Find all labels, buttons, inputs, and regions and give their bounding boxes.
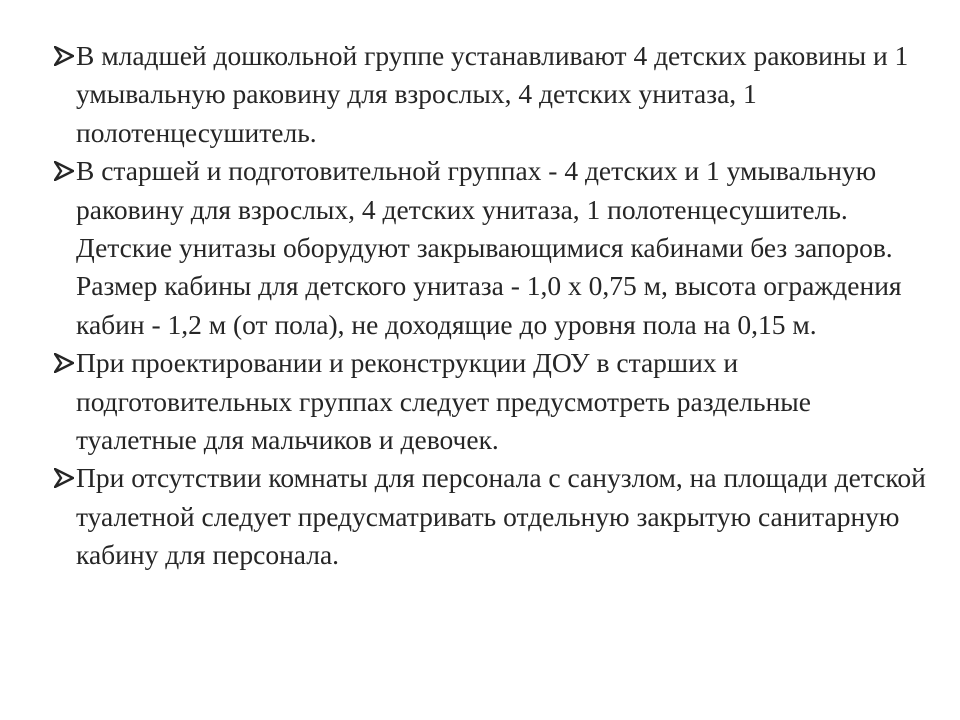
bullet-item-2: [54, 152, 926, 344]
arrowhead-bullet-icon: [54, 353, 74, 373]
arrowhead-bullet-icon: [54, 468, 74, 488]
bullet-item-4: [54, 459, 926, 574]
arrowhead-bullet-icon: [54, 161, 74, 181]
bullet-text: При отсутствии комнаты для персонала с санузлом, на площади детской туалетной следует предусматривать отдельную закрытую санитарную кабину для персонала.: [76, 462, 926, 571]
bullet-text: В младшей дошкольной группе устанавливают 4 детских раковины и 1 умывальную раковину для взрослых, 4 детских унитаза, 1 полотенцесушитель.: [76, 40, 909, 148]
bullet-text: При проектировании и реконструкции ДОУ в старших и подготовительных группах следует предусмотреть раздельные туалетные для мальчиков и девочек.: [76, 347, 811, 456]
bullet-text: В старшей и подготовительной группах - 4 детских и 1 умывальную раковину для взрослых, 4 детских унитаза, 1 полотенцесушитель. Детские унитазы оборудуют закрывающимися кабинами без запоров. Размер кабины для детского унитаза - 1,0 х 0,75 м, высота ограждения кабин - 1,2 м (от пола), не доходящие до уровня пола на 0,15 м.: [76, 155, 902, 340]
bullet-item-1: [54, 37, 926, 152]
bullet-item-3: [54, 344, 926, 459]
arrowhead-bullet-icon: [54, 46, 74, 66]
bullet-list: [54, 37, 926, 575]
